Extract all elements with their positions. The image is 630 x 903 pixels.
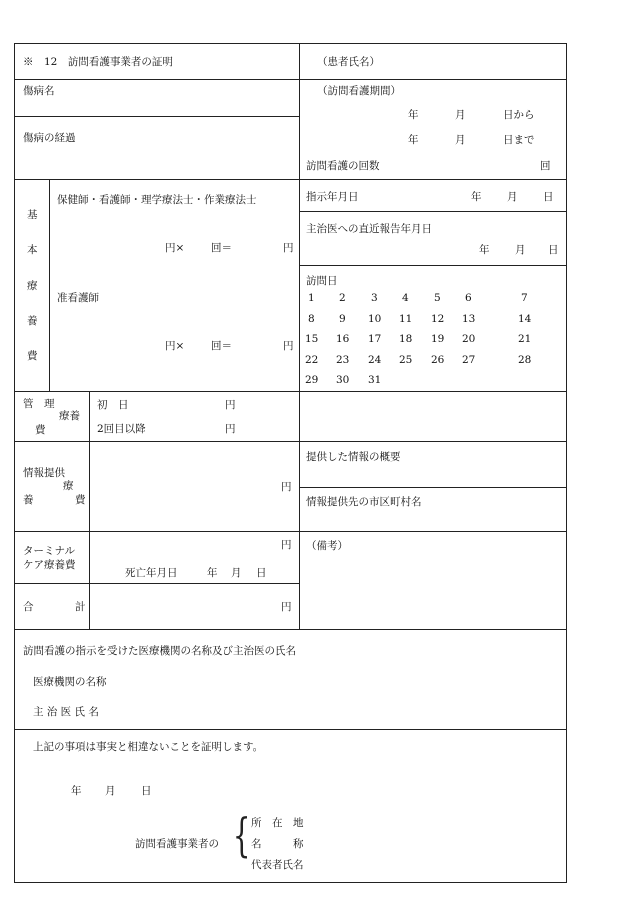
certification-day: 日 (141, 785, 152, 797)
basic-fee-side-label: 費 (27, 350, 38, 362)
visit-day: 10 (368, 312, 382, 325)
report-date-year: 年 (479, 244, 490, 256)
instruction-date-year: 年 (471, 191, 482, 203)
divider (299, 211, 567, 212)
disease-course-label: 傷病の経過 (23, 132, 76, 144)
visit-day: 13 (462, 312, 476, 325)
divider (15, 179, 567, 180)
provider-address-label: 所 在 地 (251, 817, 304, 829)
divider (15, 629, 567, 630)
first-day-unit: 円 (225, 399, 236, 411)
certification-year: 年 (71, 785, 82, 797)
visit-count-unit: 回 (540, 160, 551, 172)
instruction-date-month: 月 (507, 191, 518, 203)
assistant-total: 円 (283, 340, 294, 352)
instruction-date-day: 日 (543, 191, 554, 203)
instruction-date-label: 指示年月日 (306, 191, 359, 203)
period-to-day: 日まで (503, 134, 535, 146)
certification-statement: 上記の事項は事実と相違ないことを証明します。 (33, 741, 264, 753)
visit-day: 30 (336, 374, 350, 386)
visit-day: 16 (336, 333, 350, 345)
period-to-month: 月 (455, 134, 466, 146)
visit-day: 4 (402, 292, 409, 304)
patient-name-label: （患者氏名） (317, 56, 380, 68)
info-fee-label: 養 (23, 494, 34, 506)
visit-day: 24 (368, 353, 382, 366)
terminal-care-unit: 円 (281, 539, 292, 551)
visit-day: 25 (399, 353, 413, 366)
divider (15, 116, 299, 117)
info-fee-label: 情報提供 (23, 467, 65, 479)
visit-day: 27 (462, 353, 476, 366)
period-from-day: 日から (503, 109, 535, 121)
provider-representative-label: 代表者氏名 (251, 859, 304, 871)
death-date-year: 年 (207, 567, 218, 579)
second-visit-label: 2回目以降 (97, 423, 146, 435)
divider (15, 531, 567, 532)
visit-day: 12 (431, 312, 445, 325)
visit-day: 14 (518, 312, 532, 325)
report-date-month: 月 (515, 244, 526, 256)
first-day-label: 初 日 (97, 399, 129, 411)
basic-fee-side-label: 基 (27, 209, 38, 221)
total-label: 合 (23, 601, 34, 613)
visit-day: 1 (308, 292, 315, 304)
second-visit-unit: 円 (225, 423, 236, 435)
report-date-day: 日 (548, 244, 559, 256)
visit-day: 28 (518, 353, 532, 366)
divider (15, 391, 567, 392)
form-title: ※ 12 訪問看護事業者の証明 (23, 56, 173, 68)
divider (89, 391, 90, 629)
info-municipality-label: 情報提供先の市区町村名 (306, 496, 422, 508)
divider (49, 179, 50, 391)
visit-day: 17 (368, 333, 382, 345)
death-date-day: 日 (256, 567, 267, 579)
death-date-month: 月 (231, 567, 242, 579)
visit-day: 7 (521, 292, 528, 304)
visit-day: 26 (431, 353, 445, 366)
report-date-label: 主治医への直近報告年月日 (306, 223, 432, 235)
period-from-month: 月 (455, 109, 466, 121)
divider (15, 729, 567, 730)
provider-label: 訪問看護事業者の (135, 838, 219, 850)
provider-name-label: 名 称 (251, 838, 304, 850)
visit-day: 6 (465, 292, 472, 304)
total-label: 計 (75, 601, 86, 613)
visit-day: 5 (434, 292, 441, 304)
period-to-year: 年 (408, 134, 419, 146)
divider (299, 487, 567, 488)
management-label: 管 理 (23, 398, 55, 410)
terminal-care-label: ケア療養費 (23, 559, 76, 571)
visit-day: 18 (399, 333, 413, 345)
visit-day: 15 (305, 333, 319, 345)
terminal-care-label: ターミナル (23, 545, 75, 557)
period-label: （訪問看護期間） (317, 85, 401, 97)
info-summary-label: 提供した情報の概要 (306, 451, 401, 463)
divider (299, 265, 567, 266)
visit-day: 31 (368, 374, 382, 386)
total-unit: 円 (281, 601, 292, 613)
info-fee-unit: 円 (281, 481, 292, 493)
divider (15, 583, 299, 584)
divider (299, 44, 300, 629)
visit-day: 8 (308, 312, 315, 325)
assistant-label: 准看護師 (57, 292, 99, 304)
brace-mark: { (232, 808, 251, 862)
professional-yen: 円× (165, 242, 185, 254)
professional-label: 保健師・看護師・理学療法士・作業療法士 (57, 194, 257, 206)
management-label: 療養 (59, 410, 80, 422)
professional-total: 円 (283, 242, 294, 254)
certification-month: 月 (105, 785, 116, 797)
visit-day: 22 (305, 353, 319, 366)
visit-day: 21 (518, 333, 532, 345)
death-date-label: 死亡年月日 (125, 567, 178, 579)
professional-times: 回＝ (211, 242, 232, 254)
doctor-name-label: 主 治 医 氏 名 (33, 706, 99, 718)
remarks-label: （備考） (306, 540, 348, 552)
visit-days-label: 訪問日 (306, 275, 338, 287)
info-fee-label: 費 (75, 494, 86, 506)
visit-day: 29 (305, 374, 319, 386)
info-fee-label: 療 (63, 480, 74, 492)
visit-day: 2 (339, 292, 346, 304)
basic-fee-side-label: 養 (27, 315, 38, 327)
visit-day: 23 (336, 353, 350, 366)
institution-heading: 訪問看護の指示を受けた医療機関の名称及び主治医の氏名 (23, 645, 296, 657)
assistant-yen: 円× (165, 340, 185, 352)
visit-day: 19 (431, 333, 445, 345)
disease-name-label: 傷病名 (23, 85, 55, 97)
divider (15, 441, 567, 442)
basic-fee-side-label: 療 (27, 280, 38, 292)
assistant-times: 回＝ (211, 340, 232, 352)
visit-day: 11 (399, 312, 413, 325)
divider (15, 79, 567, 80)
management-label: 費 (35, 424, 46, 436)
institution-name-label: 医療機関の名称 (33, 676, 107, 688)
visit-day: 20 (462, 333, 476, 345)
certification-form (14, 43, 567, 883)
visit-day: 3 (371, 292, 378, 304)
period-from-year: 年 (408, 109, 419, 121)
visit-count-label: 訪問看護の回数 (306, 160, 380, 172)
basic-fee-side-label: 本 (27, 244, 38, 256)
visit-day: 9 (339, 312, 346, 325)
